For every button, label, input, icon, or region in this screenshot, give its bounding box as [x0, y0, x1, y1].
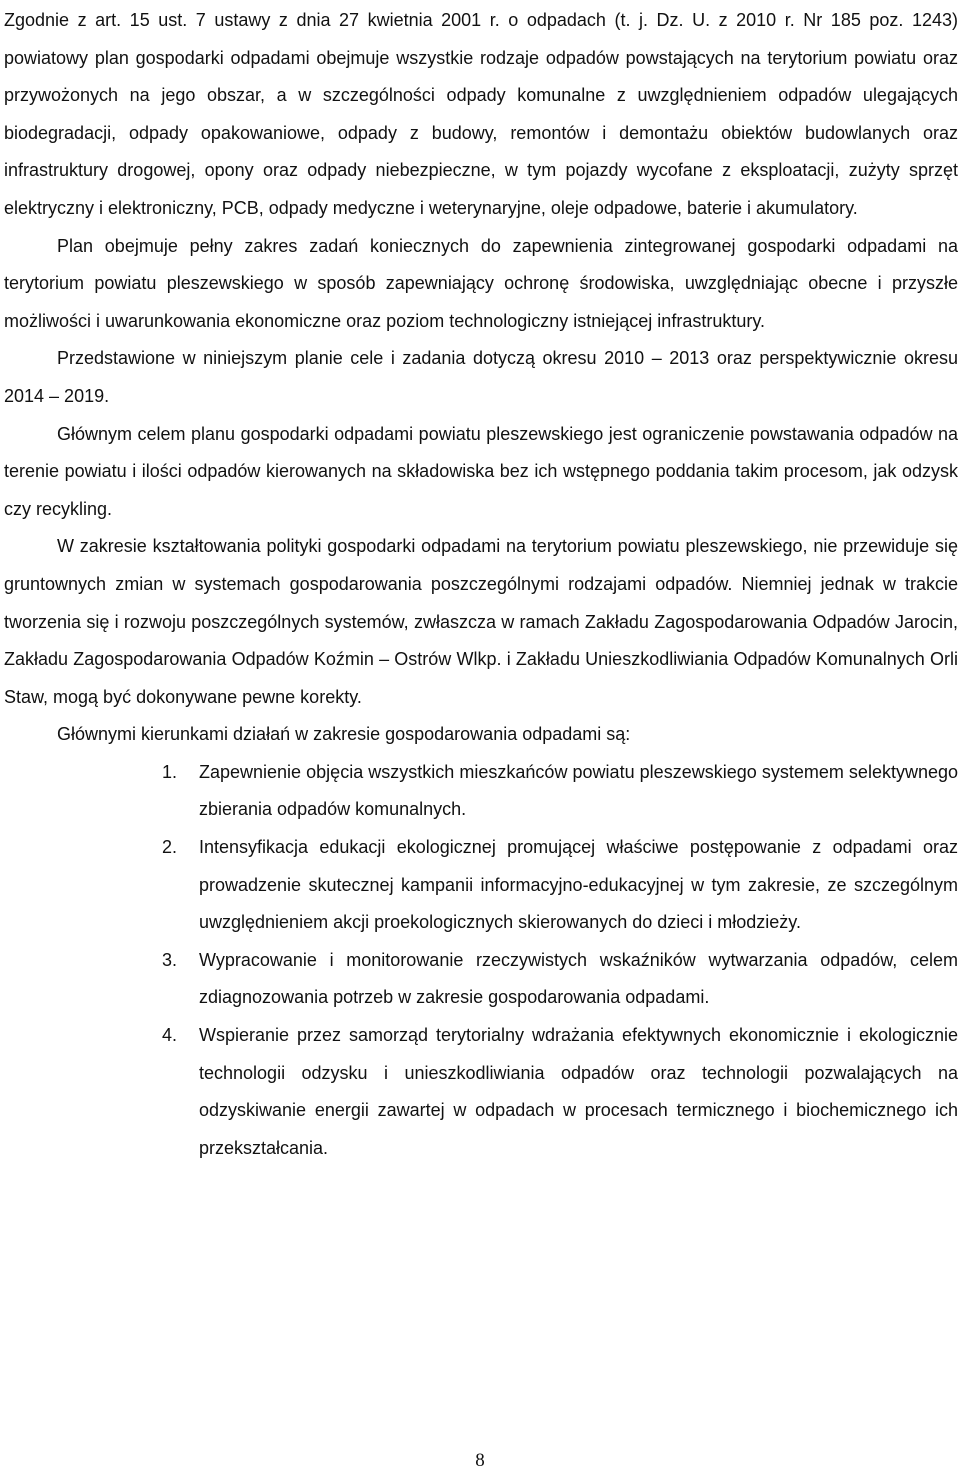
main-directions-list — [4, 754, 958, 1168]
list-item-number: 2. — [162, 837, 178, 858]
document-page — [4, 0, 958, 1167]
page-number: 8 — [475, 1450, 485, 1471]
list-item-number: 3. — [162, 949, 178, 970]
list-item — [162, 754, 958, 829]
list-item-text: Zapewnienie objęcia wszystkich mieszkańców powiatu pleszewskiego systemem selektywnego zbierania odpadów komunalnych. — [199, 761, 958, 820]
list-item — [162, 1017, 958, 1167]
list-item-number: 1. — [162, 761, 178, 782]
paragraph-main-goal: Głównym celem planu gospodarki odpadami powiatu pleszewskiego jest ograniczenie powstawania odpadów na terenie powiatu i ilości odpadów kierowanych na składowiska bez ich wstępnego poddania takim procesom, jak odzysk czy recykling. — [4, 423, 958, 519]
paragraph-list-intro: Głównymi kierunkami działań w zakresie gospodarowania odpadami są: — [57, 724, 631, 745]
list-item-text: Wypracowanie i monitorowanie rzeczywistych wskaźników wytwarzania odpadów, celem zdiagnozowania potrzeb w zakresie gospodarowania odpadami. — [199, 949, 958, 1008]
paragraph-policy: W zakresie kształtowania polityki gospodarki odpadami na terytorium powiatu pleszewskiego, nie przewiduje się gruntownych zmian w systemach gospodarowania poszczególnymi rodzajami odpadów. Niemniej jednak w trakcie tworzenia się i rozwoju poszczególnych systemów, zwłaszcza w ramach Zakładu Zagospodarowania Odpadów Jarocin, Zakładu Zagospodarowania Odpadów Koźmin – Ostrów Wlkp. i Zakładu Unieszkodliwiania Odpadów Komunalnych Orli Staw, mogą być dokonywane pewne korekty. — [4, 536, 958, 707]
list-item-number: 4. — [162, 1025, 178, 1046]
paragraph-plan-scope: Plan obejmuje pełny zakres zadań koniecznych do zapewnienia zintegrowanej gospodarki odpadami na terytorium powiatu pleszewskiego w sposób zapewniający ochronę środowiska, uwzględniając obecne i przyszłe możliwości i uwarunkowania ekonomiczne oraz poziom technologiczny istniejącej infrastruktury. — [4, 235, 958, 331]
list-item-text: Intensyfikacja edukacji ekologicznej promującej właściwe postępowanie z odpadami oraz prowadzenie skutecznej kampanii informacyjno-edukacyjnej w tym zakresie, ze szczególnym uwzględnieniem akcji proekologicznych skierowanych do dzieci i młodzieży. — [199, 837, 958, 933]
paragraph-plan-period: Przedstawione w niniejszym planie cele i zadania dotyczą okresu 2010 – 2013 oraz perspektywicznie okresu 2014 – 2019. — [4, 348, 958, 406]
paragraph-legal-basis: Zgodnie z art. 15 ust. 7 ustawy z dnia 27 kwietnia 2001 r. o odpadach (t. j. Dz. U. z 2010 r. Nr 185 poz. 1243) powiatowy plan gospodarki odpadami obejmuje wszystkie rodzaje odpadów powstających na terytorium powiatu oraz przywożonych na jego obszar, a w szczególności odpady komunalne z uwzględnieniem odpadów ulegających biodegradacji, odpady opakowaniowe, odpady z budowy, remontów i demontażu obiektów budowlanych oraz infrastruktury drogowej, opony oraz odpady niebezpieczne, w tym pojazdy wycofane z eksploatacji, zużyty sprzęt elektryczny i elektroniczny, PCB, odpady medyczne i weterynaryjne, oleje odpadowe, baterie i akumulatory. — [4, 10, 958, 218]
list-item-text: Wspieranie przez samorząd terytorialny wdrażania efektywnych ekonomicznie i ekologicznie technologii odzysku i unieszkodliwiania odpadów oraz technologii pozwalających na odzyskiwanie energii zawartej w odpadach w procesach termicznego i biochemicznego ich przekształcania. — [199, 1025, 958, 1158]
list-item — [162, 829, 958, 942]
list-item — [162, 942, 958, 1017]
